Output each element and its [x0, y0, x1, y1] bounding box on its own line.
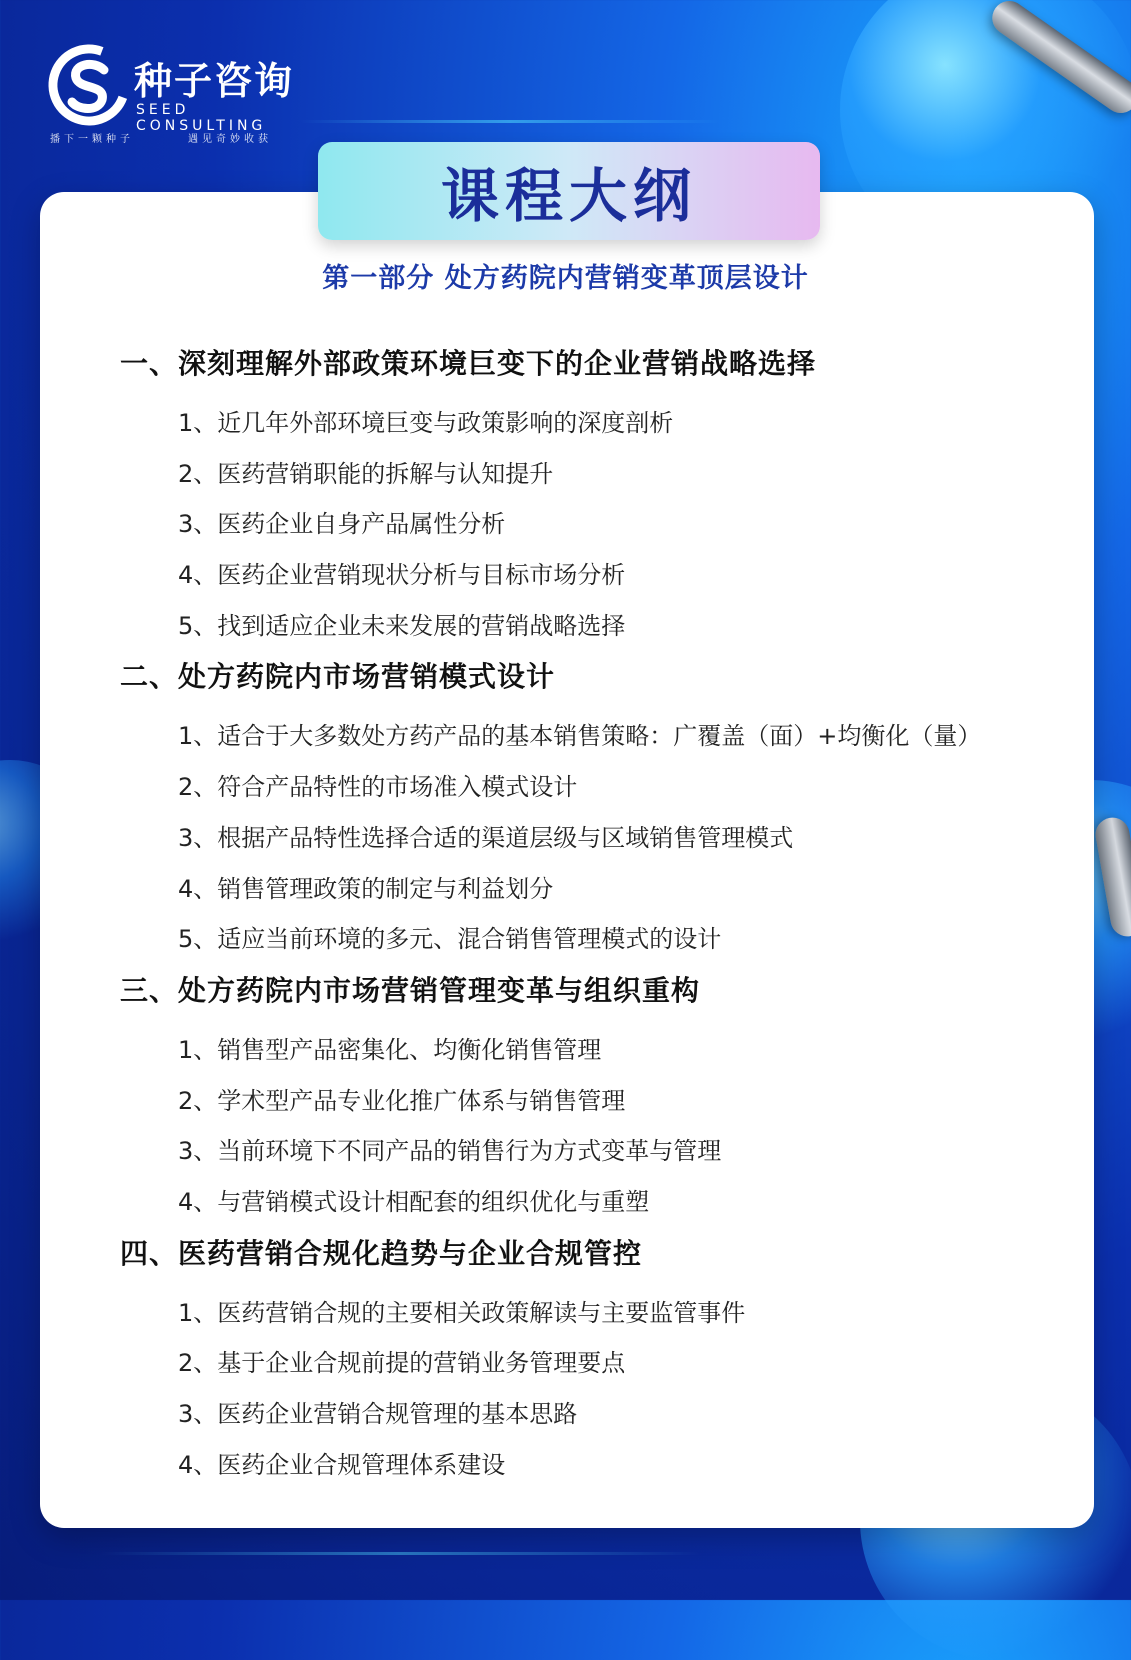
brand-name-cn: 种子咨询	[134, 59, 295, 103]
brand-name-en: SEED CONSULTING	[136, 102, 267, 134]
rod-top	[986, 0, 1131, 120]
glow-line-top	[300, 120, 720, 123]
outline-item: 4、医药企业营销现状分析与目标市场分析	[178, 561, 626, 590]
outline-item: 2、基于企业合规前提的营销业务管理要点	[178, 1349, 626, 1378]
outline-section	[120, 965, 1100, 1228]
brand-tagline-left: 播下一颗种子	[50, 134, 134, 145]
part-title: 第一部分 处方药院内营销变革顶层设计	[322, 263, 809, 294]
outline-item: 3、根据产品特性选择合适的渠道层级与区域销售管理模式	[178, 823, 794, 852]
outline-item: 4、医药企业合规管理体系建设	[178, 1450, 506, 1479]
outline-item: 1、销售型产品密集化、均衡化销售管理	[178, 1035, 602, 1064]
outline-item: 1、近几年外部环境巨变与政策影响的深度剖析	[178, 409, 674, 437]
outline-section	[120, 338, 1100, 651]
outline-item: 3、当前环境下不同产品的销售行为方式变革与管理	[178, 1137, 722, 1166]
outline-item: 2、符合产品特性的市场准入模式设计	[178, 773, 578, 802]
section-title: 二、处方药院内市场营销模式设计	[120, 660, 556, 694]
outline-item: 4、销售管理政策的制定与利益划分	[178, 874, 554, 903]
section-title: 三、处方药院内市场营销管理变革与组织重构	[120, 973, 701, 1007]
outline-item: 3、医药企业营销合规管理的基本思路	[178, 1400, 578, 1428]
seed-logo-icon	[48, 44, 130, 126]
brand-logo	[48, 44, 308, 154]
outline-item: 4、与营销模式设计相配套的组织优化与重塑	[178, 1187, 650, 1216]
outline-section	[120, 1228, 1100, 1491]
outline-item: 2、学术型产品专业化推广体系与销售管理	[178, 1086, 626, 1115]
outline-item: 2、医药营销职能的拆解与认知提升	[178, 459, 554, 488]
outline-item: 3、医药企业自身产品属性分析	[178, 510, 506, 539]
section-title: 四、医药营销合规化趋势与企业合规管控	[120, 1236, 643, 1270]
page-title-banner	[318, 142, 820, 240]
course-outline	[120, 338, 1100, 1490]
brand-tagline-right: 遇见奇妙收获	[188, 134, 272, 145]
outline-item: 5、找到适应企业未来发展的营销战略选择	[178, 611, 626, 640]
outline-section	[120, 651, 1100, 964]
page-title: 课程大纲	[440, 162, 697, 230]
outline-item: 1、适合于大多数处方药产品的基本销售策略：广覆盖（面）+均衡化（量）	[178, 722, 982, 751]
glow-line-bottom	[100, 1552, 700, 1555]
outline-item: 1、医药营销合规的主要相关政策解读与主要监管事件	[178, 1298, 746, 1327]
section-title: 一、深刻理解外部政策环境巨变下的企业营销战略选择	[120, 347, 817, 380]
outline-item: 5、适应当前环境的多元、混合销售管理模式的设计	[178, 925, 722, 954]
